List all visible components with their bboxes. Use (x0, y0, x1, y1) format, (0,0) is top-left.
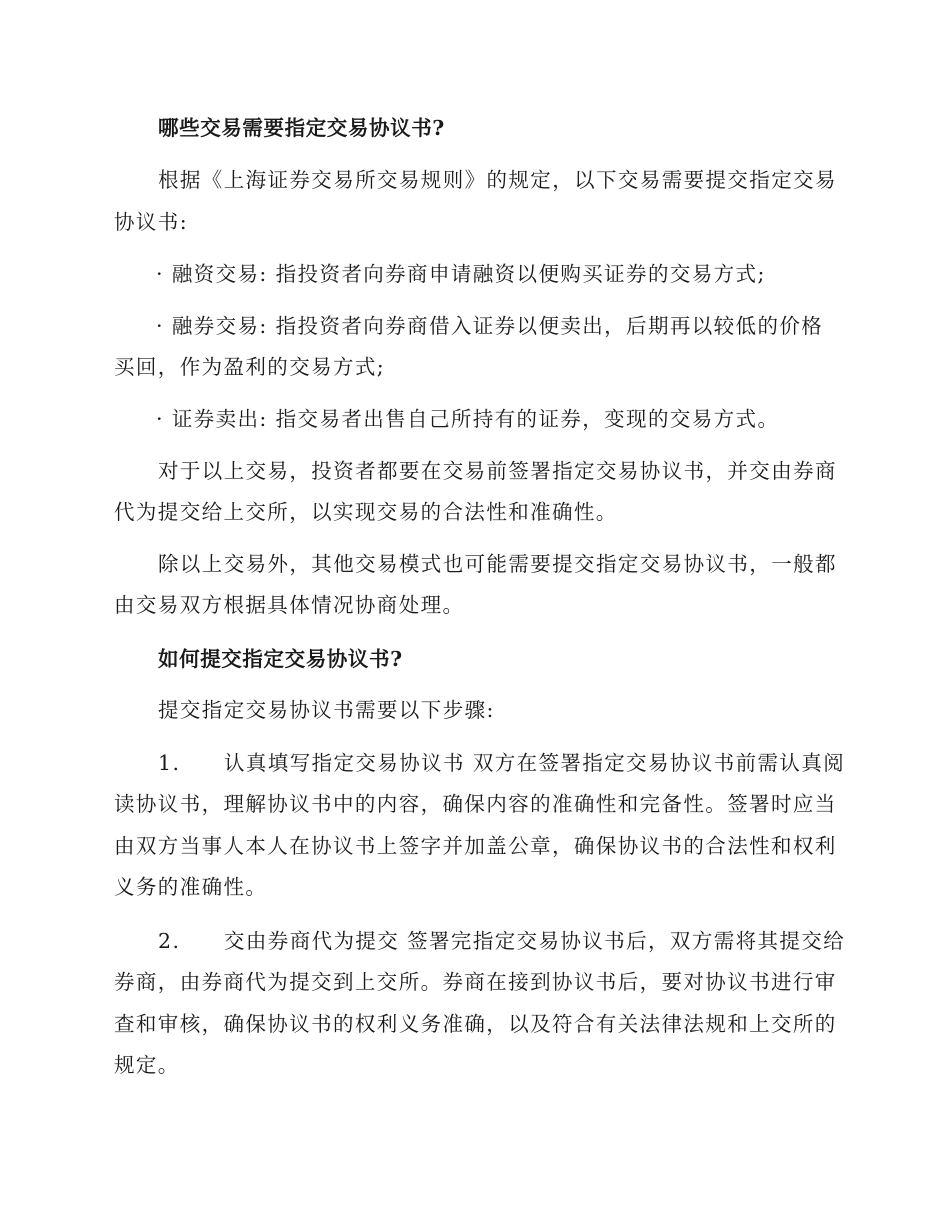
paragraph-line: 代为提交给上交所，以实现交易的合法性和准确性。 (114, 500, 618, 524)
step-text-line: 查和审核，确保协议书的权利义务准确，以及符合有关法律法规和上交所的 (114, 1012, 837, 1036)
section-heading-2: 如何提交指定交易协议书? (158, 647, 403, 671)
section-heading-1: 哪些交易需要指定交易协议书? (158, 116, 445, 140)
step-text: 交由券商代为提交 签署完指定交易协议书后，双方需将其提交给 (224, 929, 846, 953)
bullet-item-securities-lending-cont: 买回，作为盈利的交易方式; (114, 355, 386, 379)
paragraph-line: 对于以上交易，投资者都要在交易前签署指定交易协议书，并交由券商 (158, 459, 837, 483)
steps-intro: 提交指定交易协议书需要以下步骤: (158, 698, 495, 722)
intro-paragraph-line: 根据《上海证券交易所交易规则》的规定，以下交易需要提交指定交易 (158, 168, 837, 192)
step-item-1 (158, 748, 845, 778)
step-text-line: 由双方当事人本人在协议书上签字并加盖公章，确保协议书的合法性和权利 (114, 834, 837, 858)
step-text-line: 义务的准确性。 (114, 875, 268, 899)
bullet-item-financing: · 融资交易: 指投资者向券商申请融资以便购买证券的交易方式; (156, 262, 766, 286)
step-number: 1. (158, 751, 181, 775)
bullet-item-securities-sale: · 证券卖出: 指交易者出售自己所持有的证券，变现的交易方式。 (156, 407, 780, 431)
bullet-item-securities-lending: · 融券交易: 指投资者向券商借入证券以便卖出，后期再以较低的价格 (156, 314, 824, 338)
intro-paragraph-line: 协议书: (114, 210, 189, 234)
step-number: 2. (158, 929, 181, 953)
paragraph-line: 由交易双方根据具体情况协商处理。 (114, 593, 465, 617)
step-text-line: 读协议书，理解协议书中的内容，确保内容的准确性和完备性。签署时应当 (114, 792, 837, 816)
step-text-line: 规定。 (114, 1053, 180, 1077)
step-item-2 (158, 926, 845, 956)
paragraph-line: 除以上交易外，其他交易模式也可能需要提交指定交易协议书，一般都 (158, 552, 837, 576)
step-text: 认真填写指定交易协议书 双方在签署指定交易协议书前需认真阅 (224, 751, 846, 775)
step-text-line: 券商，由券商代为提交到上交所。券商在接到协议书后，要对协议书进行审 (114, 970, 837, 994)
